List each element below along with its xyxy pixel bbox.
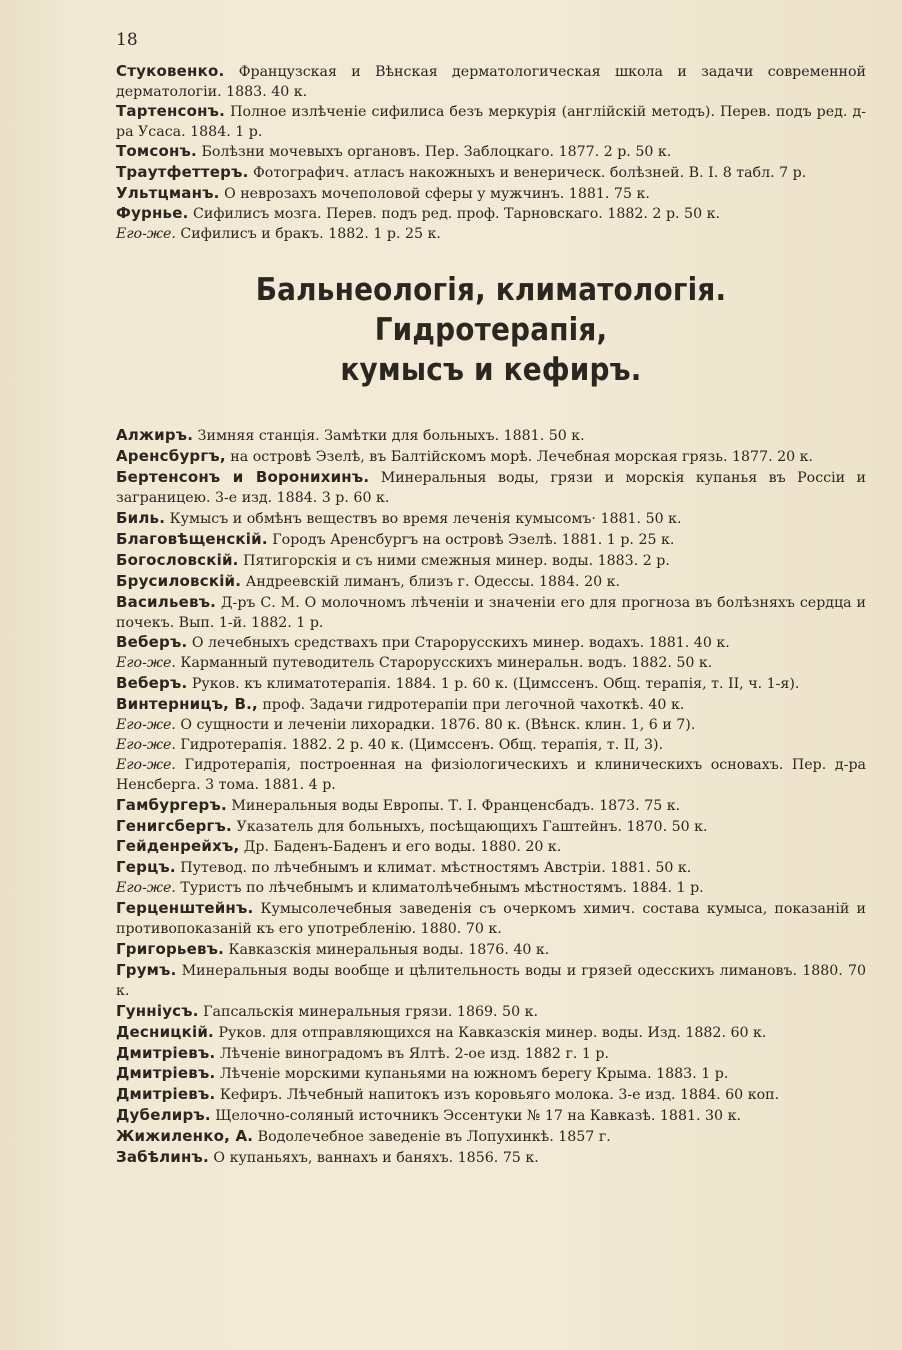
entry-text: Полное излѣченіе сифилиса безъ меркурія (англійскій методъ). Перев. подъ ред. д-ра Усаса. 1884. 1 р.	[116, 104, 866, 140]
entry-author: Аренсбургъ,	[116, 447, 226, 466]
entry-text: Руков. къ климатотерапія. 1884. 1 р. 60 к. (Цимссенъ. Общ. терапія, т. II, ч. 1-я).	[187, 676, 800, 693]
entry-author: Траутфеттеръ.	[116, 162, 249, 181]
entry-text: Карманный путеводитель Старорусскихъ минеральн. водъ. 1882. 50 к.	[175, 655, 713, 672]
entry-text: Фотографич. атласъ накожныхъ и венерическ. болѣзней. В. I. 8 табл. 7 р.	[248, 164, 807, 181]
bibliography-entry	[116, 204, 866, 225]
entry-text: Руков. для отправляющихся на Кавказскія минер. воды. Изд. 1882. 60 к.	[213, 1024, 767, 1041]
bibliography-entry	[116, 817, 866, 838]
entry-text: О лечебныхъ средствахъ при Старорусскихъ минер. водахъ. 1881. 40 к.	[187, 635, 730, 652]
entry-text: Путевод. по лѣчебнымъ и климат. мѣстностямъ Австріи. 1881. 50 к.	[175, 860, 692, 877]
entry-author: Дубелиръ.	[116, 1106, 211, 1125]
bibliography-entry	[116, 447, 866, 468]
entry-text: Туристъ по лѣчебнымъ и климатолѣчебнымъ мѣстностямъ. 1884. 1 р.	[175, 880, 704, 897]
entry-author: Герцъ.	[116, 858, 176, 877]
entry-text: Лѣченіе виноградомъ въ Ялтѣ. 2-ое изд. 1882 г. 1 р.	[215, 1045, 610, 1062]
bibliography-entry	[116, 879, 866, 899]
entry-author: Забѣлинъ.	[116, 1148, 209, 1167]
entry-author: Томсонъ.	[116, 142, 197, 161]
entry-author: Дмитріевъ.	[116, 1043, 216, 1062]
entry-text: Городъ Аренсбургъ на островѣ Эзелѣ. 1881. 1 р. 25 к.	[267, 531, 675, 548]
entries-after	[116, 426, 866, 1169]
entry-ibid: Его-же.	[116, 880, 176, 897]
entry-text: Кумысъ и обмѣнъ веществъ во время леченія кумысомъ· 1881. 50 к.	[165, 510, 682, 527]
entry-text: Щелочно-соляный источникъ Эссентуки № 17 на Кавказѣ. 1881. 30 к.	[210, 1108, 741, 1125]
bibliography-entry	[116, 62, 866, 102]
bibliography-entry	[116, 1023, 866, 1044]
entry-author: Благовѣщенскій.	[116, 529, 268, 548]
entry-text: Пятигорскія и съ ними смежныя минер. воды. 1883. 2 р.	[238, 552, 670, 569]
entry-author: Бертенсонъ и Воронихинъ.	[116, 468, 370, 487]
bibliography-entry	[116, 756, 866, 796]
entry-text: Кефиръ. Лѣчебный напитокъ изъ коровьяго молока. 3-е изд. 1884. 60 коп.	[215, 1087, 780, 1104]
bibliography-entry	[116, 530, 866, 551]
entry-text: Кавказскія минеральныя воды. 1876. 40 к.	[224, 942, 550, 958]
entry-text: О сущности и леченіи лихорадки. 1876. 80 к. (Вѣнск. клин. 1, 6 и 7).	[175, 717, 696, 734]
bibliography-entry	[116, 1085, 866, 1106]
bibliography-entry	[116, 736, 866, 756]
entry-author: Гамбургеръ.	[116, 795, 227, 814]
entry-author: Веберъ.	[116, 633, 188, 652]
entry-author: Винтерницъ, В.,	[116, 695, 258, 714]
entry-text: Водолечебное заведеніе въ Лопухинкѣ. 1857 г.	[253, 1129, 611, 1146]
entries-before	[116, 62, 866, 244]
entry-text: Д-ръ С. М. О молочномъ лѣченіи и значеніи его для прогноза въ болѣзняхъ сердца и почекъ. Вып. 1-й. 1882. 1 р.	[116, 594, 866, 631]
entry-text: Гидротерапія, построенная на физіологическихъ и клиническихъ основахъ. Пер. д-ра Ненсберга. 3 тома. 1881. 4 р.	[116, 756, 866, 793]
entry-author: Гунніусъ.	[116, 1001, 199, 1020]
bibliography-entry	[116, 142, 866, 163]
entry-author: Фурнье.	[116, 204, 189, 223]
page-number: 18	[116, 30, 138, 50]
entry-author: Дмитріевъ.	[116, 1064, 216, 1083]
bibliography-entry	[116, 468, 866, 509]
bibliography-entry	[116, 674, 866, 695]
entry-text: Кумысолечебныя заведенія съ очеркомъ химич. состава кумыса, показаній и противопоказаній къ его употребленію. 1880. 70 к.	[116, 901, 866, 938]
bibliography-entry	[116, 225, 866, 245]
entry-ibid: Его-же.	[116, 756, 176, 773]
entry-author: Дмитріевъ.	[116, 1085, 216, 1104]
entry-author: Ультцманъ.	[116, 183, 220, 202]
bibliography-entry	[116, 184, 866, 205]
entry-text: на островѣ Эзелѣ, въ Балтійскомъ морѣ. Лечебная морская грязь. 1877. 20 к.	[225, 449, 814, 466]
bibliography-entry	[116, 102, 866, 142]
bibliography-entry	[116, 633, 866, 654]
bibliography-entry	[116, 163, 866, 184]
entry-ibid: Его-же.	[116, 717, 176, 734]
entry-text: Болѣзни мочевыхъ органовъ. Пер. Заблоцкаго. 1877. 2 р. 50 к.	[196, 144, 672, 161]
entry-text: Гапсальскія минеральныя грязи. 1869. 50 к.	[198, 1003, 538, 1020]
entry-author: Тартенсонъ.	[116, 102, 226, 121]
bibliography-entry	[116, 961, 866, 1002]
bibliography-entry	[116, 572, 866, 593]
entry-text: Минеральныя воды, грязи и морскія купанья въ Россіи и заграницею. 3-е изд. 1884. 3 р. 60 к.	[116, 470, 866, 507]
bibliography-entry	[116, 1002, 866, 1023]
entry-author: Алжиръ.	[116, 426, 194, 445]
entry-text: Др. Баденъ-Баденъ и его воды. 1880. 20 к.	[239, 839, 562, 856]
bibliography-entry	[116, 695, 866, 716]
entry-text: Минеральныя воды вообще и цѣлительность воды и грязей одесскихъ лимановъ. 1880. 70 к.	[116, 962, 866, 999]
entry-ibid: Его-же.	[116, 225, 176, 242]
entry-author: Генигсбергъ.	[116, 816, 232, 835]
bibliography-entry	[116, 837, 866, 858]
entry-text: Зимняя станція. Замѣтки для больныхъ. 1881. 50 к.	[193, 428, 585, 445]
section-title-line-1: Бальнеологія, климатологія. Гидротерапія,	[255, 272, 727, 349]
entry-text: О купаньяхъ, ваннахъ и баняхъ. 1856. 75 к.	[208, 1150, 539, 1167]
bibliography-entry	[116, 509, 866, 530]
entry-author: Жижиленко, А.	[116, 1127, 254, 1146]
entry-author: Стуковенко.	[116, 62, 225, 80]
entry-author: Герценштейнъ.	[116, 899, 254, 918]
entry-ibid: Его-же.	[116, 736, 176, 753]
entry-author: Десницкій.	[116, 1022, 214, 1041]
bibliography-entry	[116, 551, 866, 572]
entry-text: Лѣченіе морскими купаньями на южномъ берегу Крыма. 1883. 1 р.	[215, 1066, 729, 1083]
bibliography-entry	[116, 716, 866, 736]
section-title	[145, 270, 838, 390]
entry-author: Веберъ.	[116, 674, 188, 693]
entry-text: проф. Задачи гидротерапіи при легочной чахоткѣ. 40 к.	[257, 697, 685, 714]
entry-text: Указатель для больныхъ, посѣщающихъ Гаштейнъ. 1870. 50 к.	[231, 818, 708, 835]
bibliography-entry	[116, 1148, 866, 1169]
entry-author: Васильевъ.	[116, 592, 217, 611]
bibliography-entry	[116, 796, 866, 817]
entry-author: Грумъ.	[116, 960, 177, 979]
entry-author: Брусиловскій.	[116, 571, 242, 590]
bibliography-entry	[116, 1106, 866, 1127]
entry-text: Сифилисъ и бракъ. 1882. 1 р. 25 к.	[175, 225, 441, 242]
entry-text: Минеральныя воды Европы. Т. I. Франценсбадъ. 1873. 75 к.	[226, 797, 681, 814]
entry-text: Французская и Вѣнская дерматологическая школа и задачи современной дерматологіи. 1883. 40 к.	[116, 64, 866, 100]
entry-text: О неврозахъ мочеполовой сферы у мужчинъ. 1881. 75 к.	[219, 185, 650, 202]
bibliography-entry	[116, 593, 866, 634]
entry-author: Биль.	[116, 508, 166, 527]
bibliography-entry	[116, 1064, 866, 1085]
entry-text: Гидротерапія. 1882. 2 р. 40 к. (Цимссенъ. Общ. терапія, т. II, 3).	[175, 736, 664, 753]
bibliography-entry	[116, 940, 866, 961]
entry-author: Гейденрейхъ,	[116, 837, 240, 856]
entry-text: Сифилисъ мозга. Перев. подъ ред. проф. Тарновскаго. 1882. 2 р. 50 к.	[188, 206, 720, 223]
entry-text: Андреевскій лиманъ, близъ г. Одессы. 1884. 20 к.	[241, 573, 621, 590]
bibliography-entry	[116, 1044, 866, 1065]
bibliography-entry	[116, 899, 866, 940]
entry-author: Богословскій.	[116, 550, 239, 569]
section-title-line-2: кумысъ и кефиръ.	[340, 352, 642, 389]
bibliography-entry	[116, 1127, 866, 1148]
entry-ibid: Его-же.	[116, 655, 176, 672]
entry-author: Григорьевъ.	[116, 940, 225, 958]
bibliography-entry	[116, 654, 866, 674]
bibliography-entry	[116, 426, 866, 447]
bibliography-entry	[116, 858, 866, 879]
